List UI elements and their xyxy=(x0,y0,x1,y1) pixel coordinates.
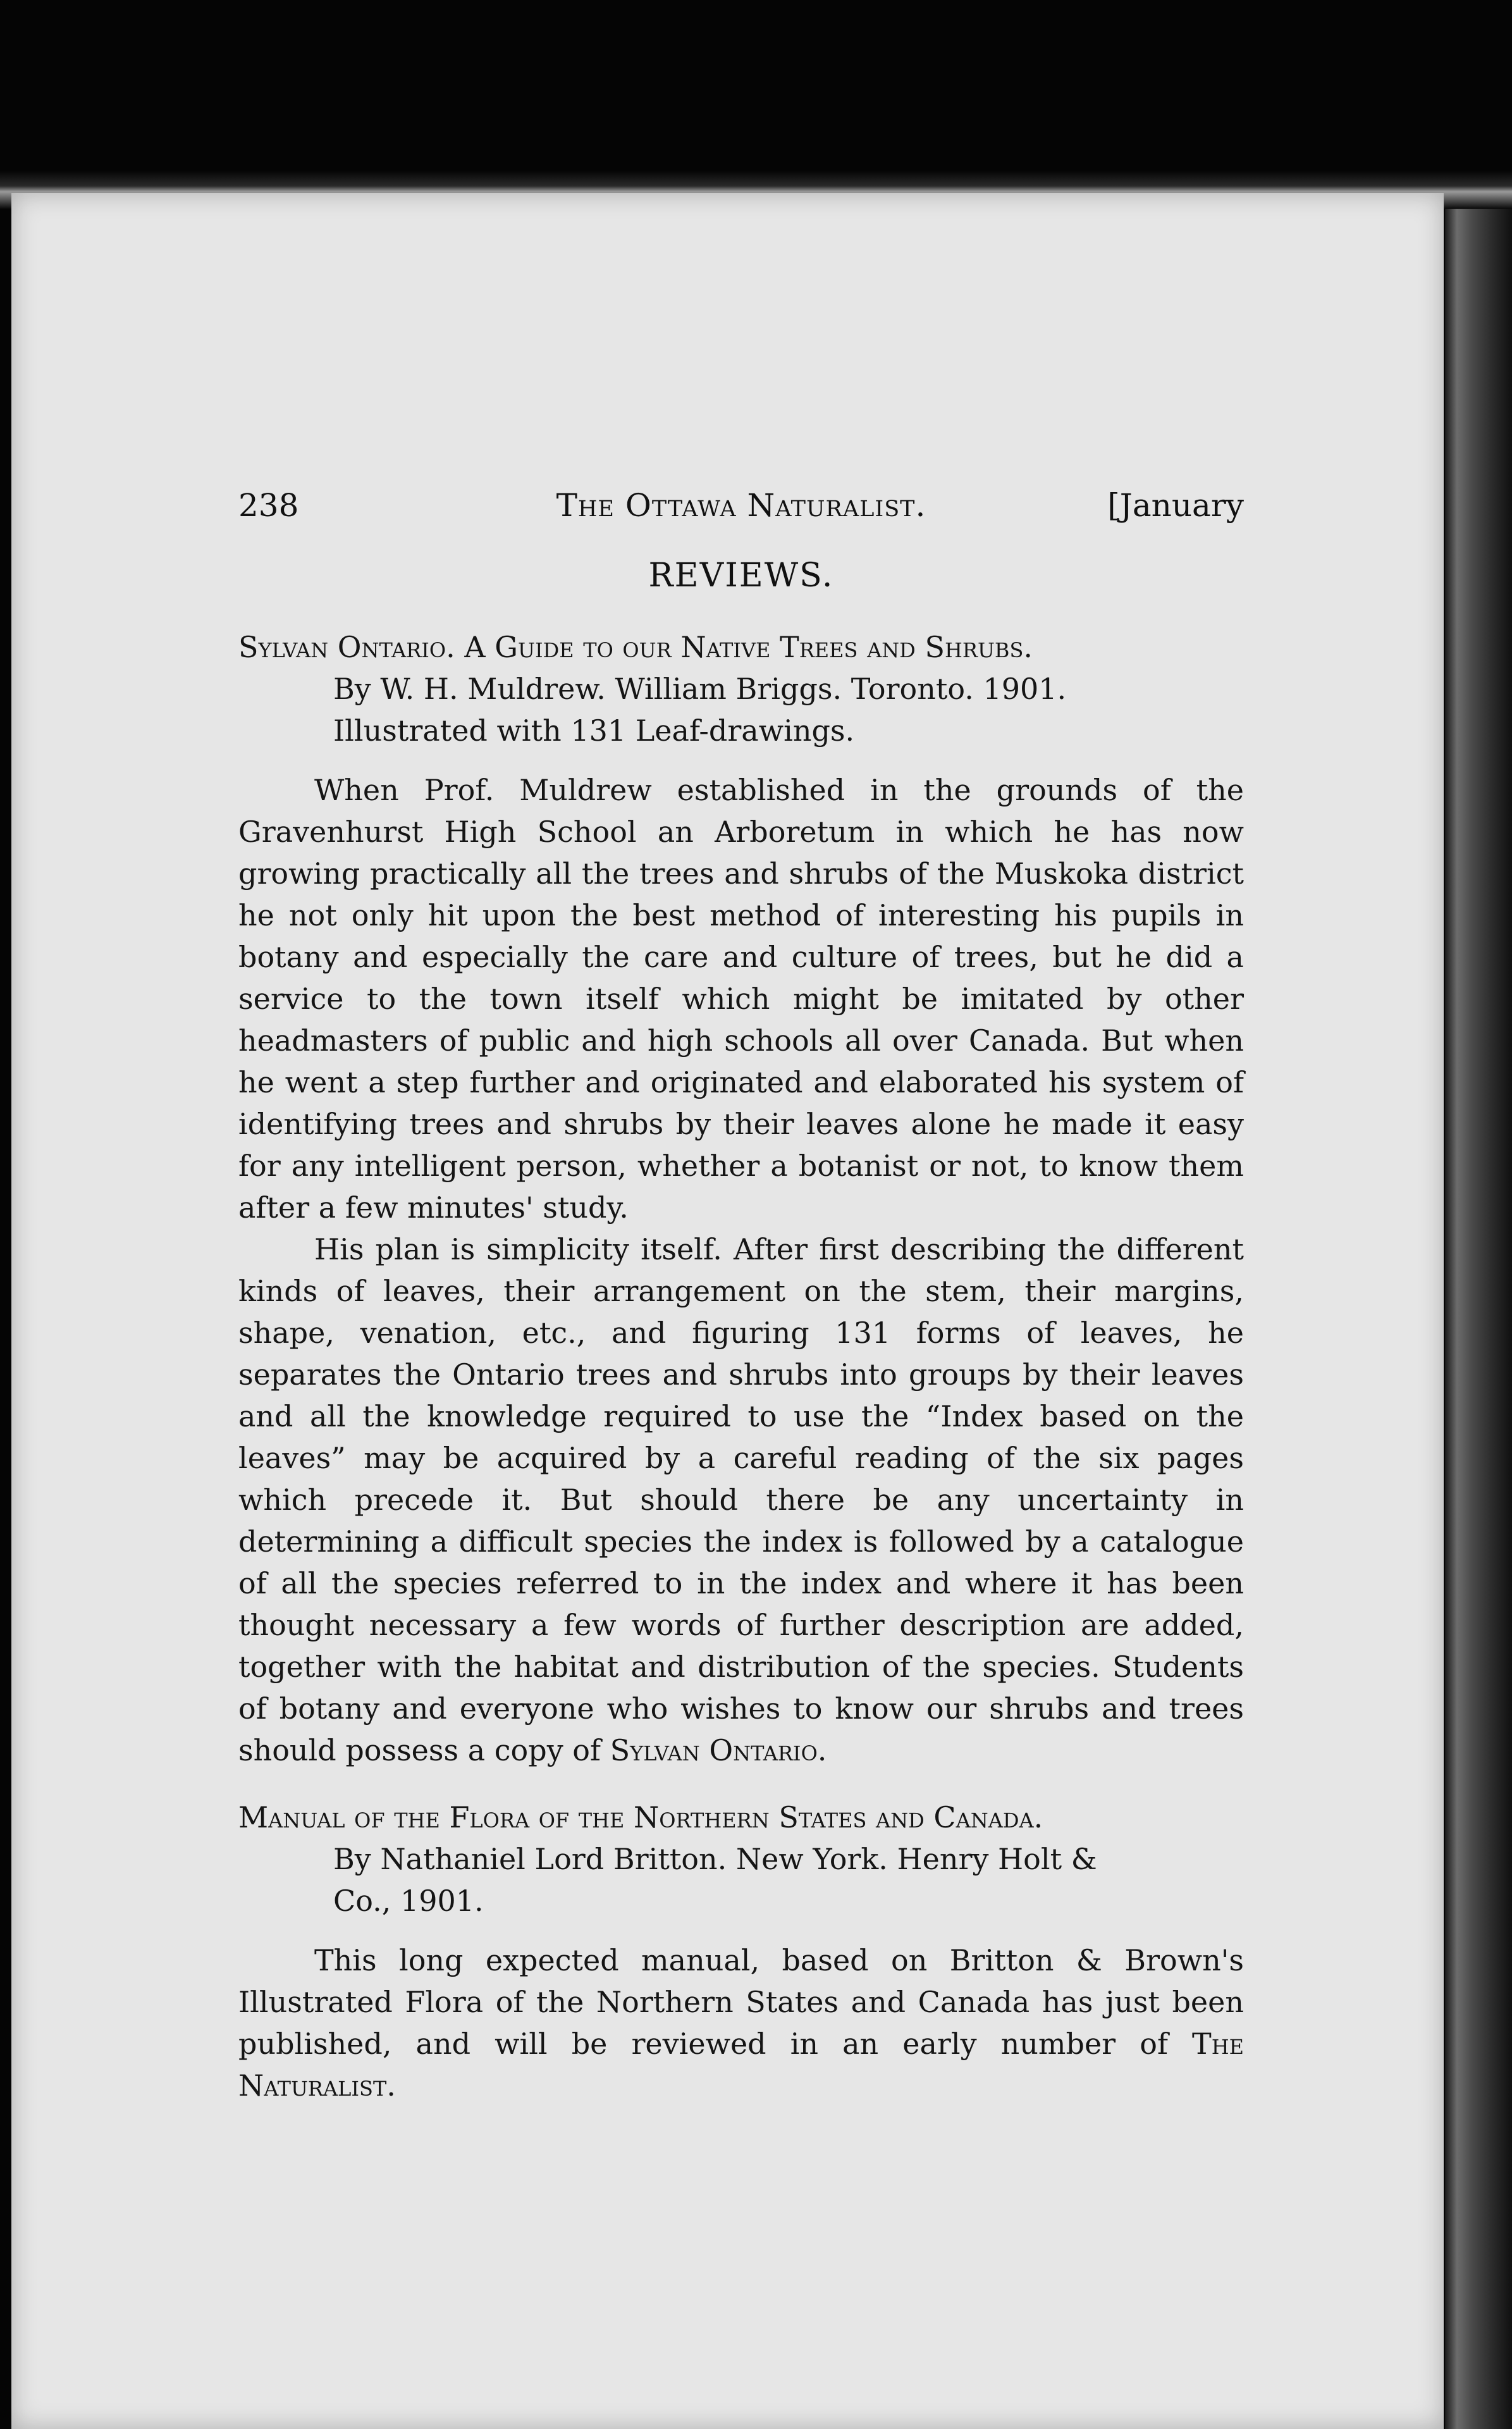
review-1-citation-line3: Illustrated with 131 Leaf-drawings. xyxy=(333,714,855,748)
review-1-citation-line2: By W. H. Muldrew. William Briggs. Toronto. 1901. xyxy=(333,672,1067,706)
running-header xyxy=(238,487,1244,538)
review-1-paragraph-2 xyxy=(238,1228,1244,1771)
review-2-citation-line2: By Nathaniel Lord Britton. New York. Henry Holt & xyxy=(333,1842,1097,1876)
review-1-paragraph-2-book-title: Sylvan Ontario. xyxy=(610,1733,827,1767)
book-spine xyxy=(1445,209,1512,2429)
review-2-citation xyxy=(238,1796,1244,1922)
review-2-paragraph-1-text: This long expected manual, based on Britton & Brown's Illustrated Flora of the Northern States and Canada has just been published, and will be reviewed in an early number of xyxy=(238,1943,1244,2061)
review-2-paragraph-1 xyxy=(238,1939,1244,2106)
review-1-title: Sylvan Ontario. A Guide to our Native Trees and Shrubs. xyxy=(238,630,1033,664)
review-1-paragraph-2-text: His plan is simplicity itself. After first describing the different kinds of leaves, their arrangement on the stem, their margins, shape, venation, etc., and figuring 131 forms of leaves, he separates the Ontario trees and shrubs into groups by their leaves and all the knowledge required to use the “Index based on the leaves” may be acquired by a careful reading of the six pages which precede it. But should there be any uncertainty in determining a difficult species the index is followed by a catalogue of all the species referred to in the index and where it has been thought necessary a few words of further description are added, together with the habitat and distribution of the species. Students of botany and everyone who wishes to know our shrubs and trees should possess a copy of xyxy=(238,1232,1244,1767)
section-heading: REVIEWS. xyxy=(648,557,834,595)
review-2-title: Manual of the Flora of the Northern States and Canada. xyxy=(238,1800,1043,1834)
review-1-citation xyxy=(238,626,1244,751)
page-number: 238 xyxy=(238,487,299,524)
review-2 xyxy=(238,1796,1244,2106)
review-1 xyxy=(238,626,1244,1771)
issue-month: [January xyxy=(1107,487,1244,524)
review-2-paragraph-1-journal: The Naturalist. xyxy=(238,2027,1244,2103)
journal-title: The Ottawa Naturalist. xyxy=(556,487,926,524)
review-2-citation-line3: Co., 1901. xyxy=(333,1884,484,1918)
review-1-paragraph-1: When Prof. Muldrew established in the grounds of the Gravenhurst High School an Arboretum in which he has now growing practically all the trees and shrubs of the Muskoka district he not only hit upon the best method of interesting his pupils in botany and especially the care and culture of trees, but he did a service to the town itself which might be imitated by other headmasters of public and high schools all over Canada. But when he went a step further and originated and elaborated his system of identifying trees and shrubs by their leaves alone he made it easy for any intelligent person, whether a botanist or not, to know them after a few minutes' study. xyxy=(238,773,1244,1225)
